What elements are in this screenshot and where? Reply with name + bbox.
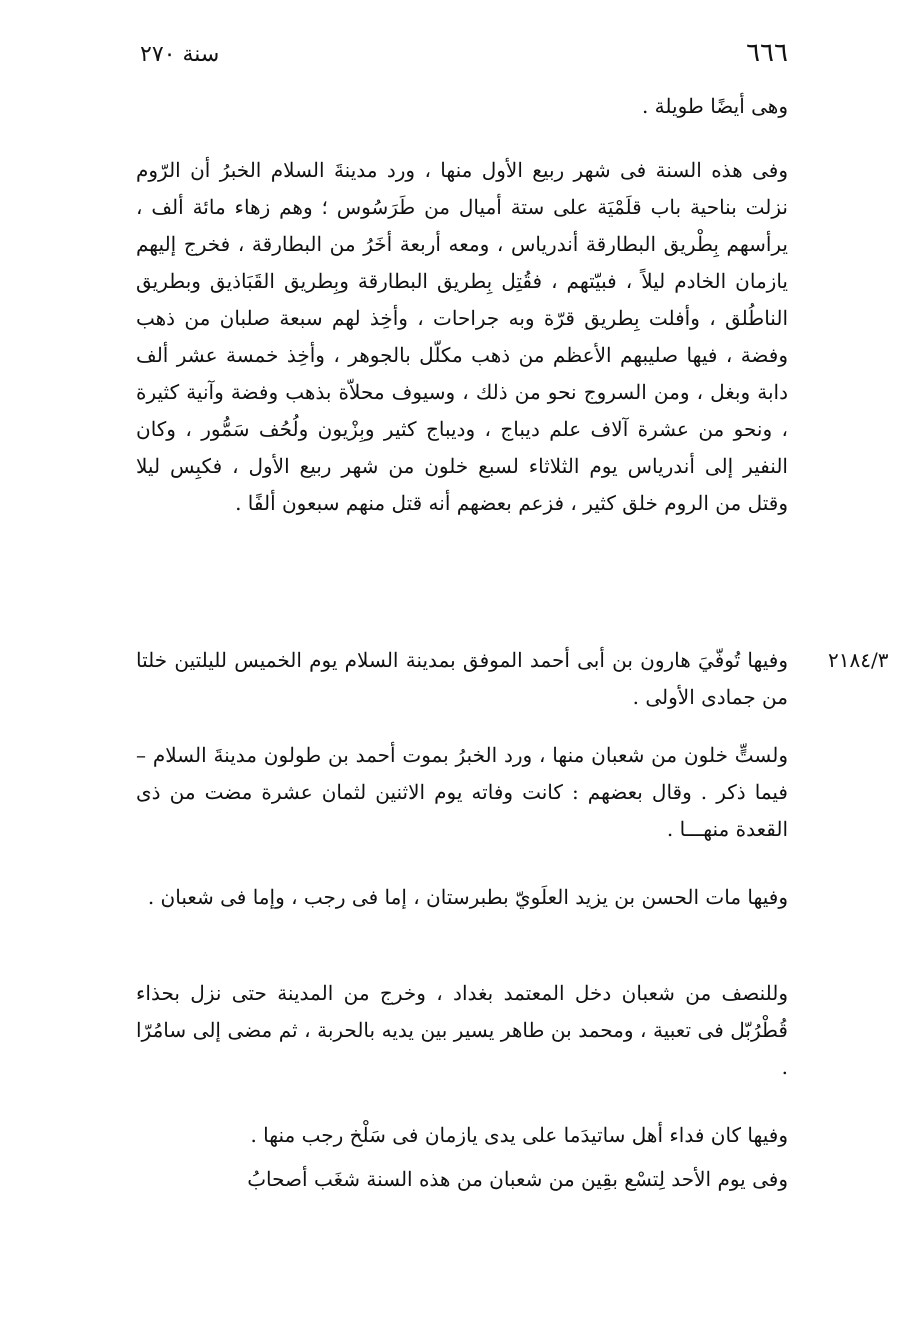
paragraph-7: وفيها كان فداء أهل ساتيدَما على يدى يازمان فى سَلْخ رجب منها . — [250, 1123, 788, 1147]
margin-reference: ٢١٨٤/٣ — [828, 648, 889, 672]
year-header: سنة ٢٧٠ — [140, 42, 220, 67]
paragraph-6: وللنصف من شعبان دخل المعتمد بغداد ، وخرج من المدينة حتى نزل بحذاء قُطْرُبّل فى تعبية ، ومحمد بن طاهر يسير بين يديه بالحربة ، ثم مضى إلى سامُرّا . — [136, 981, 788, 1079]
paragraph-3: وفيها تُوفّيَ هارون بن أبى أحمد الموفق بمدينة السلام يوم الخميس لليلتين خلتا من جمادى الأولى . — [136, 648, 788, 709]
paragraph-5: وفيها مات الحسن بن يزيد العلَويّ بطبرستان ، إما فى رجب ، وإما فى شعبان . — [147, 885, 788, 909]
paragraph-1: وهى أيضًا طويلة . — [641, 94, 788, 118]
page-number: ٦٦٦ — [746, 38, 788, 68]
paragraph-4: ولستٍّ خلون من شعبان منها ، ورد الخبرُ بموت أحمد بن طولون مدينةَ السلام – فيما ذكر . وقال بعضهم : كانت وفاته يوم الاثنين لثمان عشرة مضت من ذى القعدة منهـــا . — [136, 743, 788, 841]
paragraph-2: وفى هذه السنة فى شهر ربيع الأول منها ، ورد مدينةَ السلام الخبرُ أن الرّوم نزلت بناحية باب قلَمْيَة على ستة أميال من طَرَسُوس ؛ وهم زهاء مائة ألف ، يرأسهم بِطْريق البطارقة أندرياس ، ومعه أربعة أخَرُ من البطارقة ، فخرج إليهم يازمان الخادم ليلاً ، فبيّتهم ، فقُتِل بِطريق البطارقة وبِطريق القَبَاذيق وبطريق الناطُلق ، وأفلت بِطريق قرّة وبه جراحات ، وأخِذ لهم سبعة صلبان من ذهب وفضة ، فيها صليبهم الأعظم من ذهب مكلّل بالجوهر ، وأخِذ خمسة عشر ألف دابة وبغل ، ومن السروج نحو من ذلك ، وسيوف محلاّة بذهب وفضة وآنية كثيرة ، ونحو من عشرة آلاف علم ديباج ، وديباج كثير وبِزْيون ولُحُف سَمُّور ، وكان النفير إلى أندرياس يوم الثلاثاء لسبع خلون من شهر ربيع الأول ، فكبِس ليلا وقتل من الروم خلق كثير ، فزعم بعضهم أنه قتل منهم سبعون ألفًا . — [136, 158, 788, 515]
paragraph-8: وفى يوم الأحد لِتسْع بقِين من شعبان من هذه السنة شغَب أصحابُ — [247, 1167, 788, 1191]
